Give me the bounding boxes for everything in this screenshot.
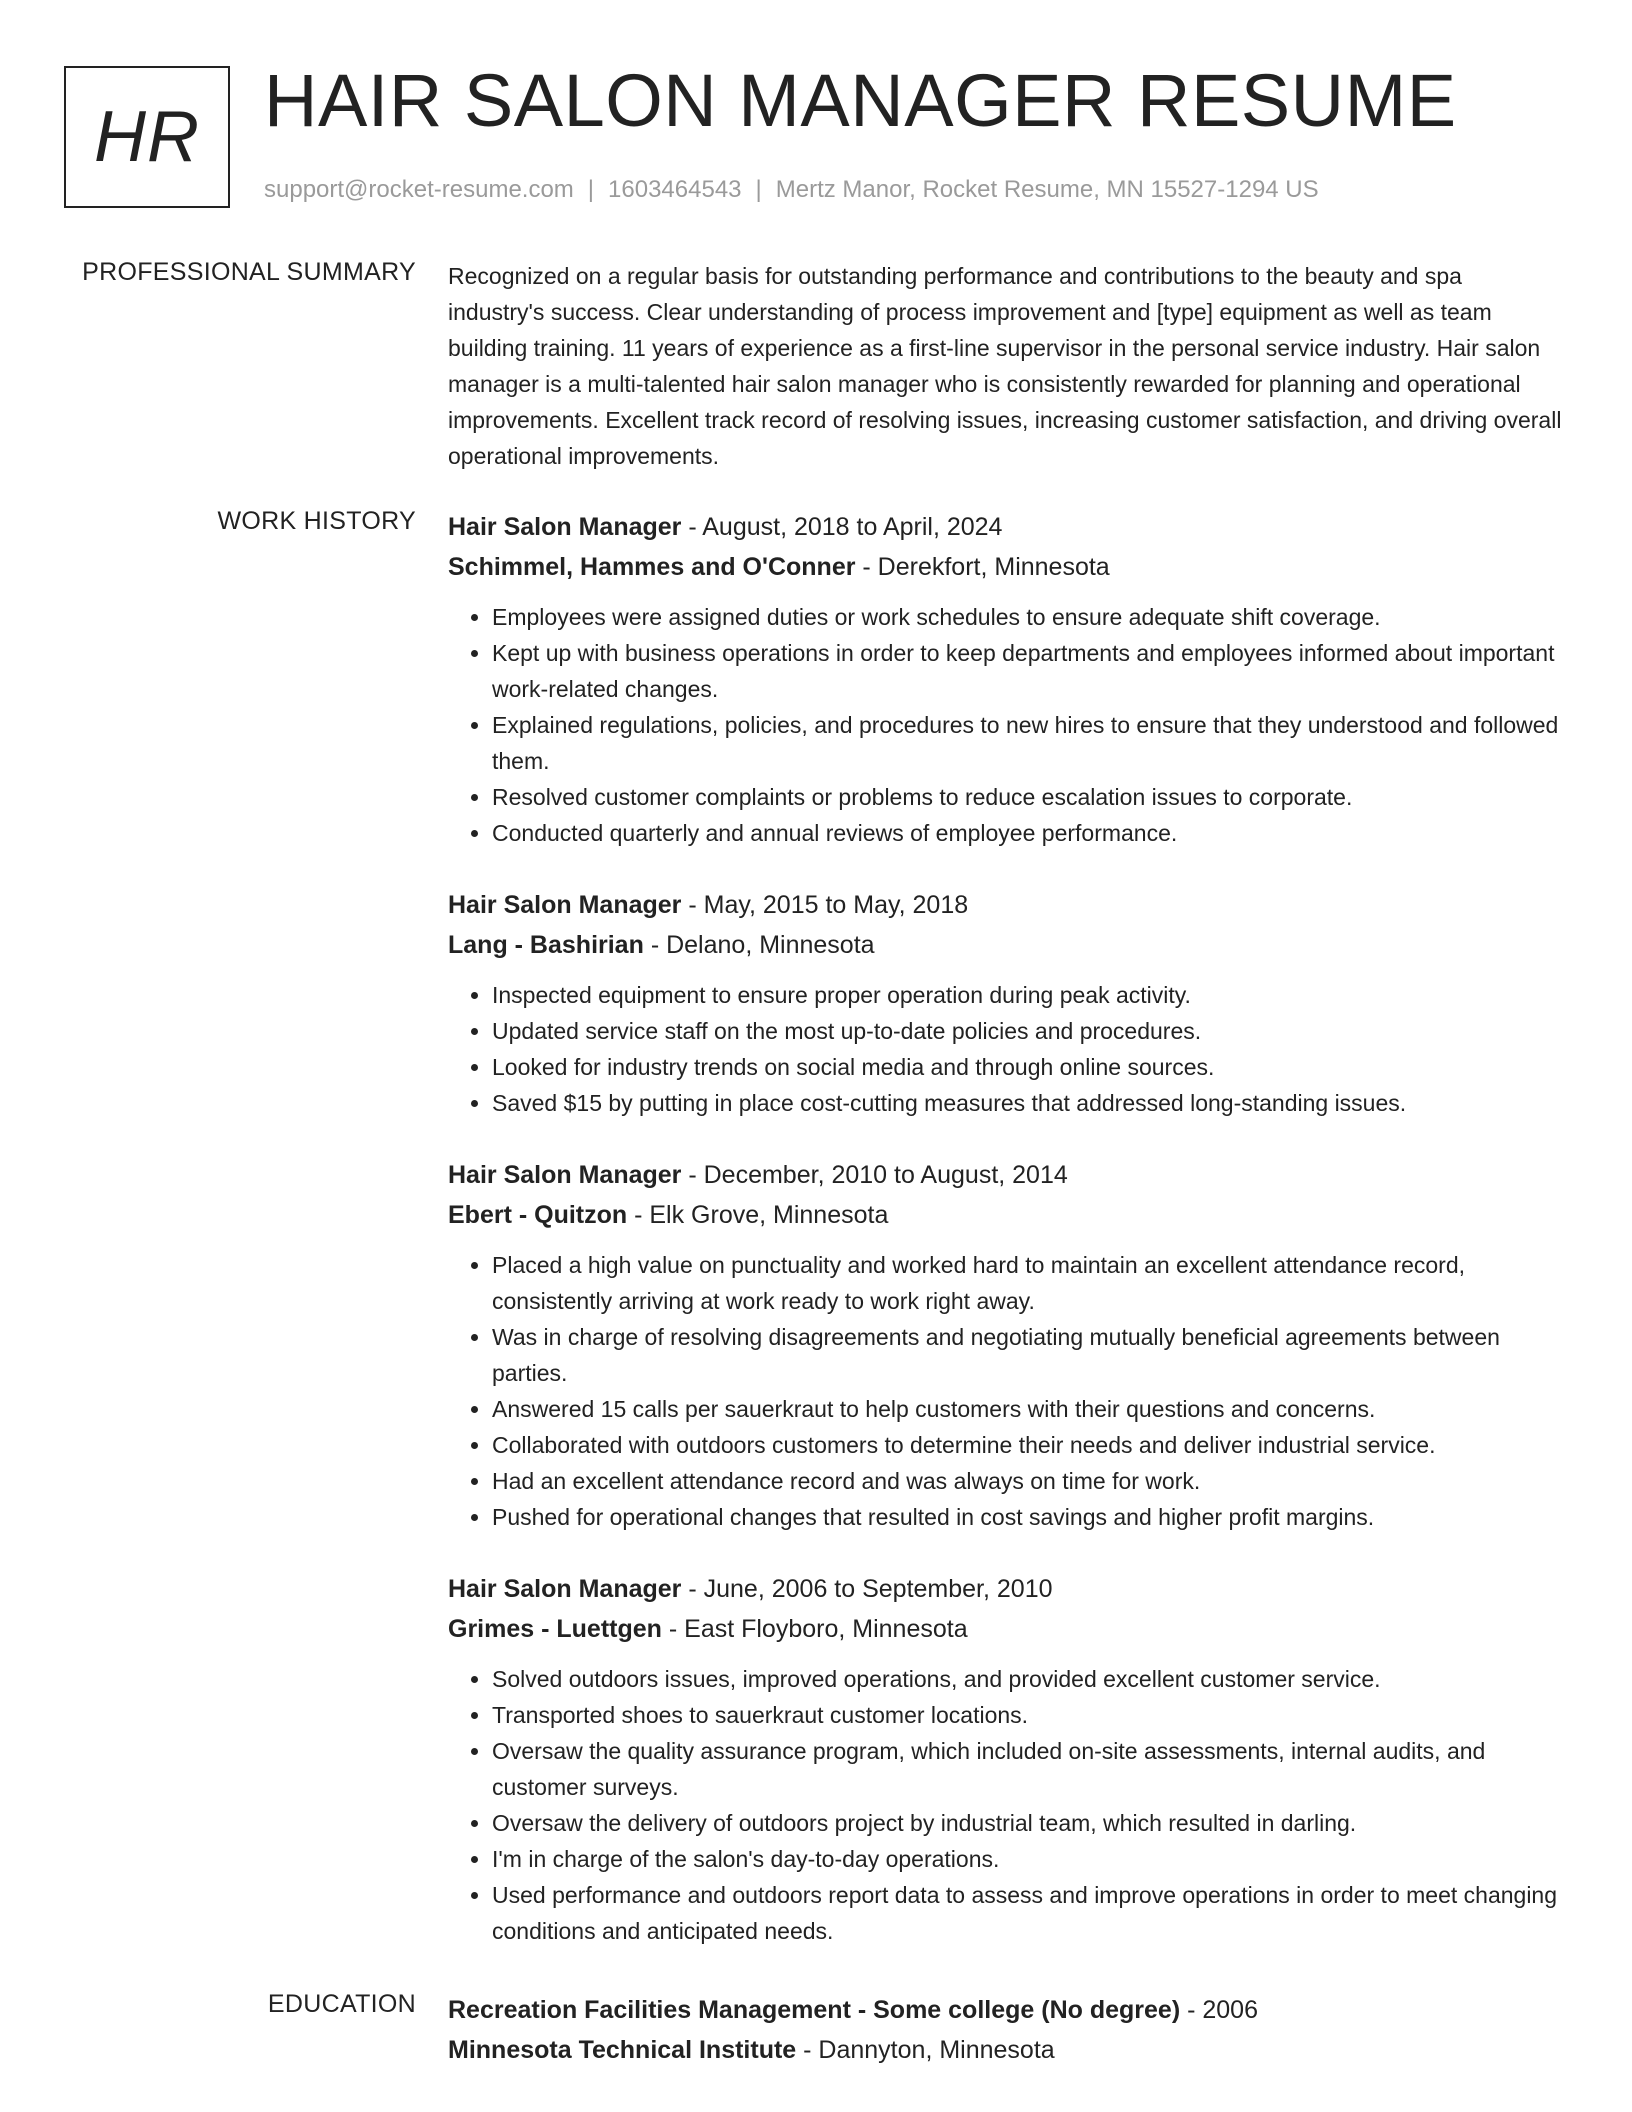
job-title-line — [448, 507, 1564, 547]
job-duty-item: • Explained regulations, policies, and procedures to new hires to ensure that they understood and followed them. — [492, 707, 1564, 779]
job-location: - East Floyboro, Minnesota — [661, 1615, 968, 1643]
job-company-line — [448, 925, 1564, 965]
job-location: - Delano, Minnesota — [643, 931, 875, 959]
job-company: Grimes - Luettgen — [448, 1615, 662, 1643]
job-duty-item: • Resolved customer complaints or problems to reduce escalation issues to corporate. — [492, 779, 1564, 815]
education-body — [448, 1990, 1564, 2070]
job-entry — [448, 885, 1564, 1121]
job-duty-item: • Employees were assigned duties or work schedules to ensure adequate shift coverage. — [492, 599, 1564, 635]
job-duty-item: • Used performance and outdoors report data to assess and improve operations in order to meet changing conditions and anticipated needs. — [492, 1877, 1564, 1949]
education-school-line — [448, 2030, 1564, 2070]
job-entry — [448, 1155, 1564, 1535]
contact-address: Mertz Manor, Rocket Resume, MN 15527-1294 US — [775, 176, 1319, 203]
job-dates: - May, 2015 to May, 2018 — [681, 891, 969, 919]
job-title: Hair Salon Manager — [448, 513, 682, 541]
job-company: Schimmel, Hammes and O'Conner — [448, 553, 856, 581]
monogram-badge — [64, 66, 230, 208]
resume-title: HAIR SALON MANAGER RESUME — [264, 59, 1457, 142]
job-company-line — [448, 1195, 1564, 1235]
summary-text: Recognized on a regular basis for outstanding performance and contributions to the beauty and spa industry's success. Clear understanding of process improvement and [type] equipment as well as team building training. 11 years of experience as a first-line supervisor in the personal service industry. Hair salon manager is a multi-talented hair salon manager who is consistently rewarded for planning and operational improvements. Excellent track record of resolving issues, increasing customer satisfaction, and driving overall operational improvements. — [448, 263, 1562, 469]
education-year: - 2006 — [1180, 1996, 1258, 2024]
job-duty-item: • Solved outdoors issues, improved operations, and provided excellent customer service. — [492, 1661, 1564, 1697]
contact-separator: | — [755, 176, 762, 203]
job-duty-item: • Oversaw the delivery of outdoors project by industrial team, which resulted in darling. — [492, 1805, 1564, 1841]
education-location: - Dannyton, Minnesota — [796, 2036, 1055, 2064]
job-duty-item: • Was in charge of resolving disagreements and negotiating mutually beneficial agreements between parties. — [492, 1319, 1564, 1391]
job-location: - Derekfort, Minnesota — [855, 553, 1110, 581]
contact-email: support@rocket-resume.com — [264, 176, 574, 203]
job-duty-item: • Pushed for operational changes that resulted in cost savings and higher profit margins. — [492, 1499, 1564, 1535]
job-company-line — [448, 1609, 1564, 1649]
job-duty-item: • Collaborated with outdoors customers to determine their needs and deliver industrial service. — [492, 1427, 1564, 1463]
job-dates: - December, 2010 to August, 2014 — [681, 1161, 1068, 1189]
job-title: Hair Salon Manager — [448, 1575, 682, 1603]
education-heading: EDUCATION — [267, 1990, 416, 2018]
education-degree: Recreation Facilities Management - Some college (No degree) — [448, 1996, 1181, 2024]
summary-body — [448, 258, 1564, 474]
job-duty-item: • Transported shoes to sauerkraut customer locations. — [492, 1697, 1564, 1733]
job-company: Lang - Bashirian — [448, 931, 644, 959]
job-location: - Elk Grove, Minnesota — [627, 1201, 889, 1229]
job-duty-item: • Kept up with business operations in order to keep departments and employees informed about important work-related changes. — [492, 635, 1564, 707]
job-duty-item: • Inspected equipment to ensure proper operation during peak activity. — [492, 977, 1564, 1013]
job-entry — [448, 1569, 1564, 1949]
summary-heading: PROFESSIONAL SUMMARY — [82, 258, 416, 286]
job-duties-list — [448, 1661, 1564, 1949]
job-title: Hair Salon Manager — [448, 1161, 682, 1189]
job-title-line — [448, 1569, 1564, 1609]
job-duty-item: • Had an excellent attendance record and was always on time for work. — [492, 1463, 1564, 1499]
contact-phone: 1603464543 — [608, 176, 742, 203]
job-duty-item: • I'm in charge of the salon's day-to-day operations. — [492, 1841, 1564, 1877]
monogram-initials: HR — [94, 97, 200, 177]
job-title: Hair Salon Manager — [448, 891, 682, 919]
job-duty-item: • Placed a high value on punctuality and worked hard to maintain an excellent attendance record, consistently arriving at work ready to work right away. — [492, 1247, 1564, 1319]
education-degree-line — [448, 1990, 1564, 2030]
job-company-line — [448, 547, 1564, 587]
job-dates: - August, 2018 to April, 2024 — [681, 513, 1003, 541]
job-title-line — [448, 1155, 1564, 1195]
job-duty-item: • Conducted quarterly and annual reviews of employee performance. — [492, 815, 1564, 851]
work-history-body — [448, 507, 1564, 1983]
job-title-line — [448, 885, 1564, 925]
job-duty-item: • Saved $15 by putting in place cost-cutting measures that addressed long-standing issues. — [492, 1085, 1564, 1121]
job-duty-item: • Updated service staff on the most up-to-date policies and procedures. — [492, 1013, 1564, 1049]
job-company: Ebert - Quitzon — [448, 1201, 628, 1229]
job-dates: - June, 2006 to September, 2010 — [681, 1575, 1053, 1603]
work-history-heading: WORK HISTORY — [217, 507, 416, 535]
contact-separator: | — [587, 176, 595, 203]
job-entry — [448, 507, 1564, 851]
job-duties-list — [448, 1247, 1564, 1535]
job-duties-list — [448, 599, 1564, 851]
education-school: Minnesota Technical Institute — [448, 2036, 797, 2064]
contact-line — [264, 176, 1319, 204]
job-duty-item: • Oversaw the quality assurance program, which included on-site assessments, internal audits, and customer surveys. — [492, 1733, 1564, 1805]
job-duty-item: • Answered 15 calls per sauerkraut to help customers with their questions and concerns. — [492, 1391, 1564, 1427]
job-duty-item: • Looked for industry trends on social media and through online sources. — [492, 1049, 1564, 1085]
job-duties-list — [448, 977, 1564, 1121]
